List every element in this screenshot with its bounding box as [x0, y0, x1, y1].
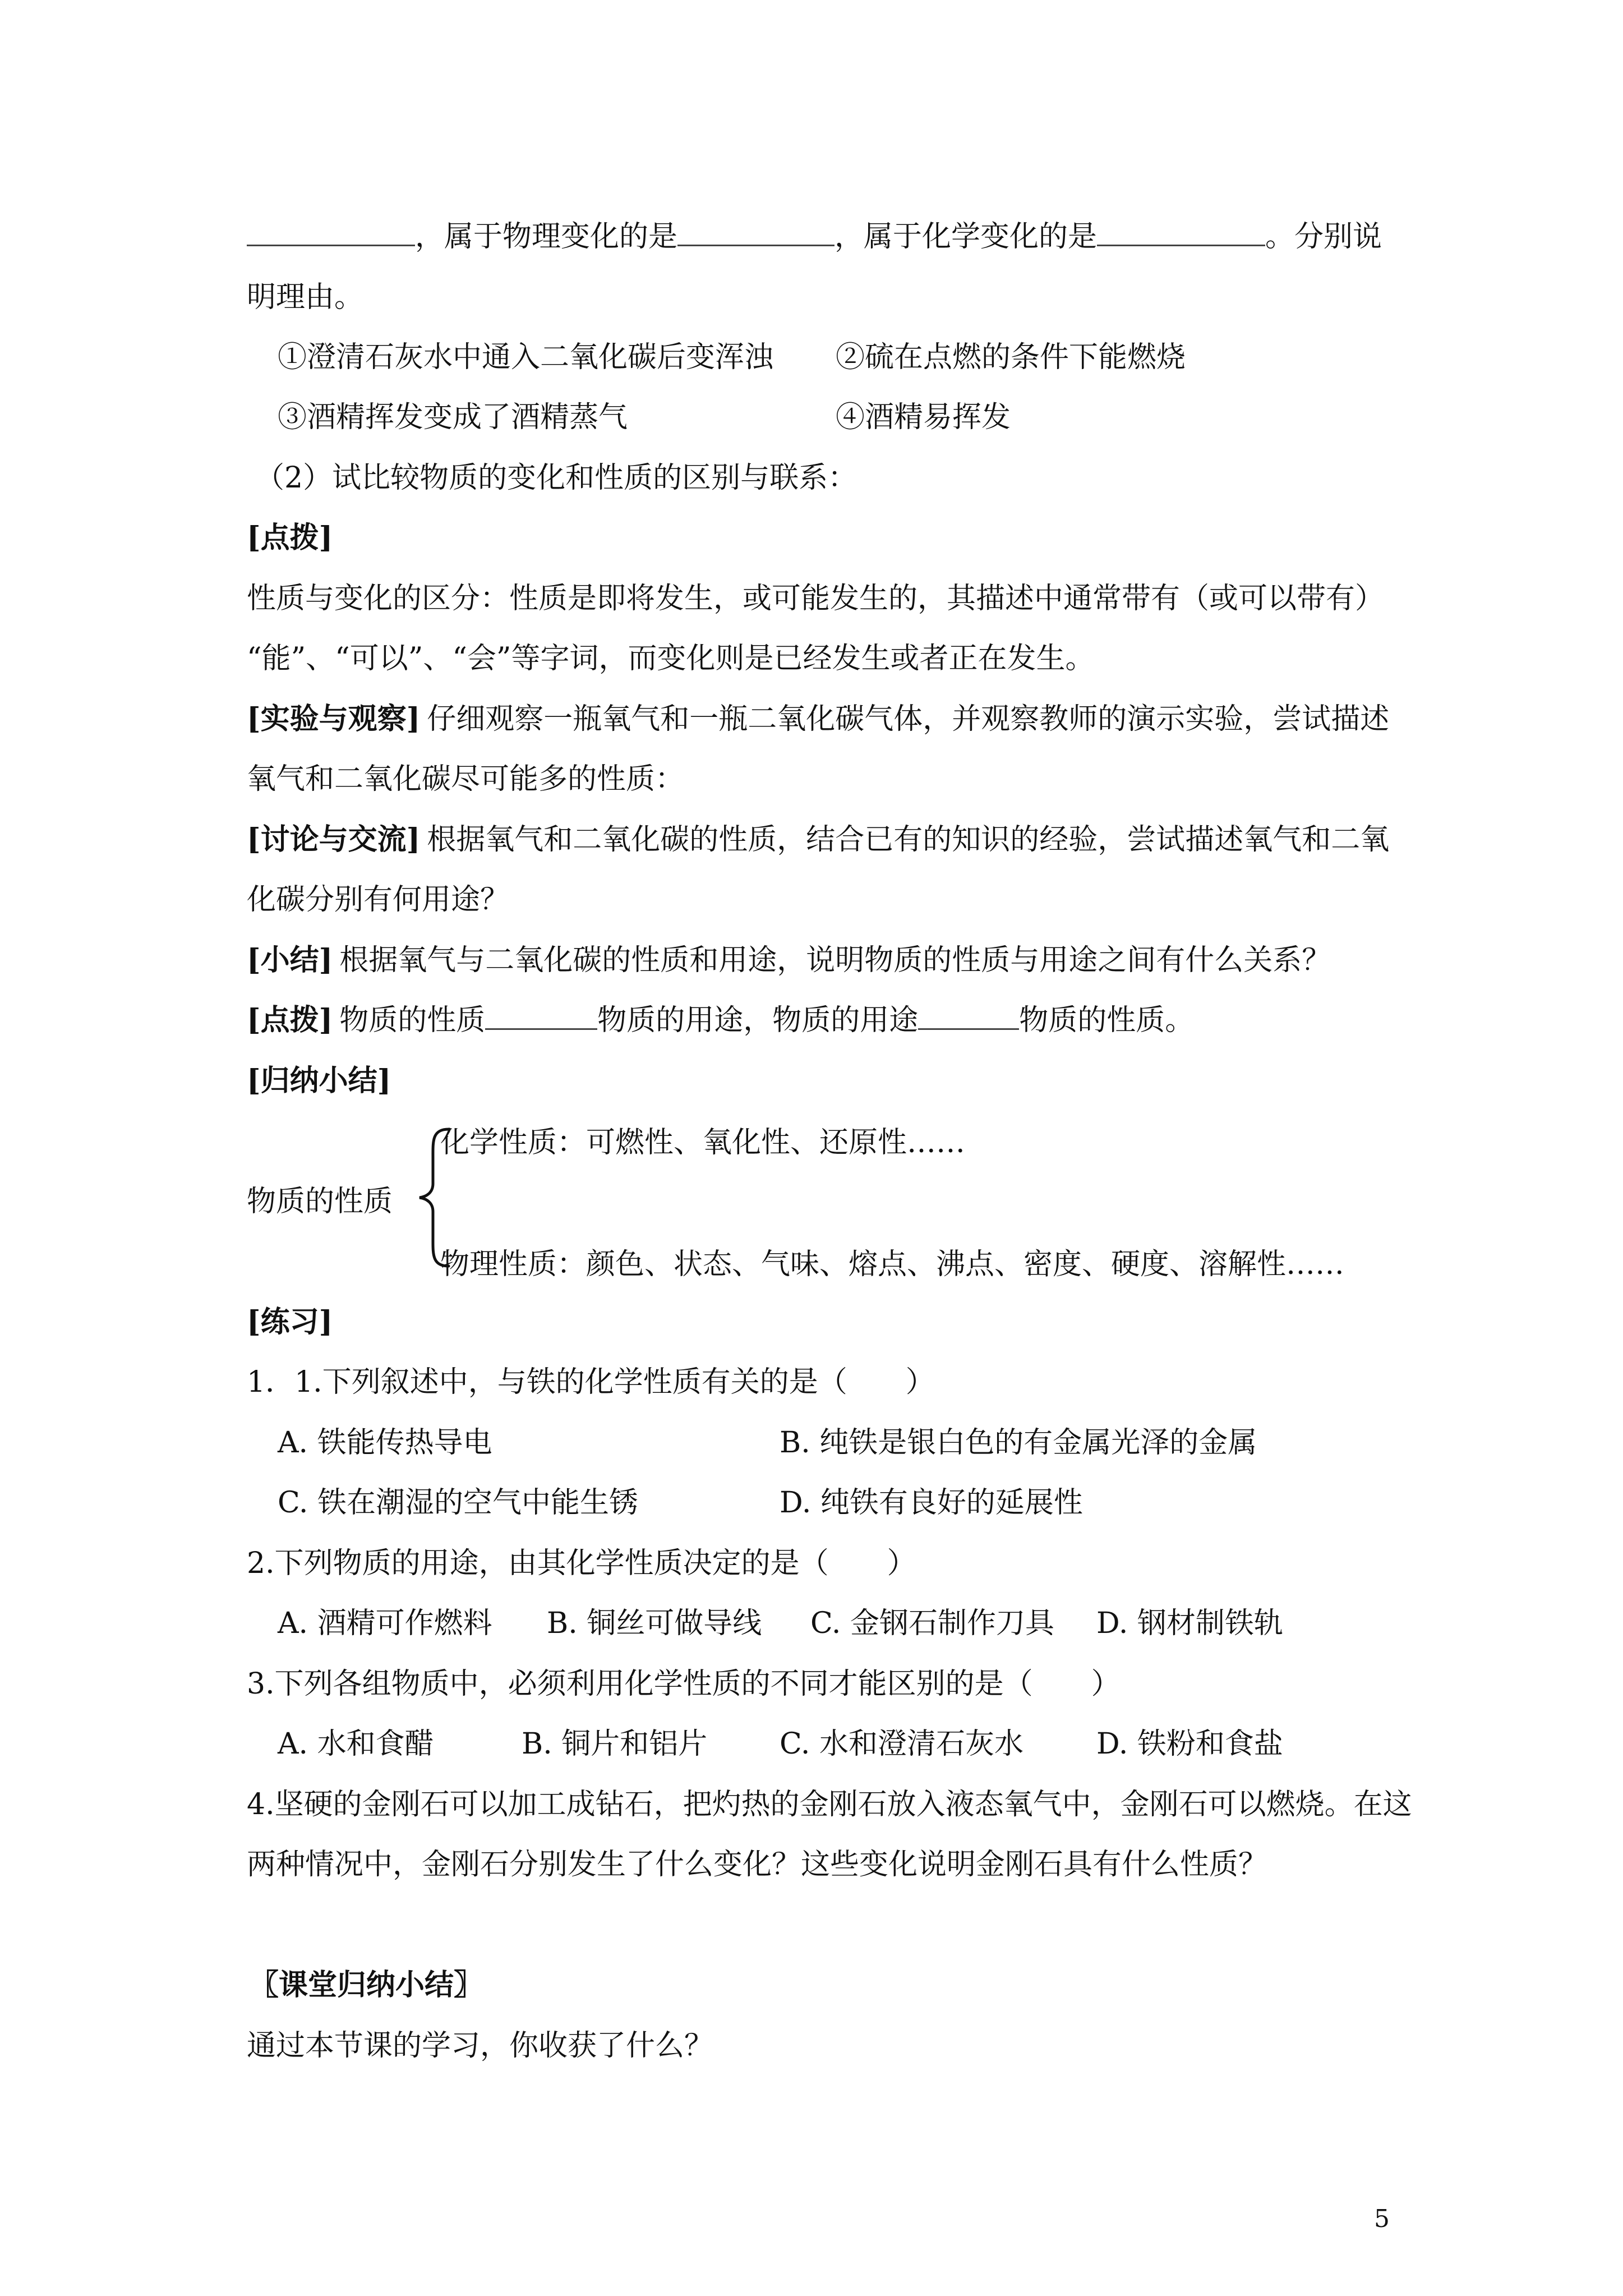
practice-q2-option-b: B. 铜丝可做导线 — [547, 1607, 762, 1640]
summary-line — [247, 942, 1331, 978]
practice-q1-option-d: D. 纯铁有良好的延展性 — [780, 1486, 1083, 1520]
discussion-text: 根据氧气和二氧化碳的性质，结合已有的知识的经验，尝试描述氧气和二氧 — [427, 823, 1390, 857]
class-summary-text: 通过本节课的学习，你收获了什么？ — [247, 2029, 714, 2063]
q1-option-4: ④酒精易挥发 — [836, 401, 1011, 434]
practice-q3-option-c: C. 水和澄清石灰水 — [780, 1727, 1023, 1761]
answer-blank-5[interactable] — [918, 1004, 1019, 1030]
summary-text: 根据氧气与二氧化碳的性质和用途，说明物质的性质与用途之间有什么关系？ — [339, 944, 1331, 977]
discussion-line2: 化碳分别有何用途？ — [247, 883, 510, 917]
q2-compare: （2）试比较物质的变化和性质的区别与联系： — [255, 461, 857, 495]
tip2-text-a: 物质的性质 — [339, 1004, 486, 1037]
tip2-title: [点拨] — [247, 1003, 333, 1037]
q1-chemical-label: ，属于化学变化的是 — [834, 220, 1098, 254]
induction-chem: 化学性质：可燃性、氧化性、还原性…… — [440, 1126, 966, 1159]
experiment-text: 仔细观察一瓶氧气和一瓶二氧化碳气体，并观察教师的演示实验，尝试描述 — [427, 702, 1390, 736]
practice-q3-option-b: B. 铜片和铝片 — [522, 1727, 708, 1761]
induction-root: 物质的性质 — [247, 1185, 393, 1218]
tip2-line — [247, 1002, 1194, 1038]
tip1-line1: 性质与变化的区分：性质是即将发生，或可能发生的，其描述中通常带有（或可以带有） — [247, 582, 1385, 615]
induction-title: [归纳小结] — [247, 1064, 391, 1098]
q1-explain-label: 。分别说 — [1265, 220, 1382, 254]
q1-option-1: ①澄清石灰水中通入二氧化碳后变浑浊 — [278, 341, 774, 374]
practice-q3-option-d: D. 铁粉和食盐 — [1096, 1727, 1283, 1761]
answer-blank-1[interactable] — [247, 220, 415, 246]
practice-title: [练习] — [247, 1305, 333, 1339]
practice-q3-option-a: A. 水和食醋 — [278, 1727, 434, 1761]
q1-option-3: ③酒精挥发变成了酒精蒸气 — [278, 401, 628, 434]
induction-phys: 物理性质：颜色、状态、气味、熔点、沸点、密度、硬度、溶解性…… — [440, 1248, 1345, 1281]
tip2-text-c: 物质的性质。 — [1019, 1004, 1195, 1037]
practice-q2-option-c: C. 金钢石制作刀具 — [810, 1607, 1054, 1640]
q1-physical-label: ，属于物理变化的是 — [415, 220, 678, 254]
experiment-title: [实验与观察] — [247, 702, 421, 736]
page-number: 5 — [1374, 2205, 1390, 2233]
q1-line2: 明理由。 — [247, 280, 364, 314]
tip1-line2: “能”、“可以”、“会”等字词，而变化则是已经发生或者正在发生。 — [247, 642, 1095, 675]
practice-q2: 2.下列物质的用途，由其化学性质决定的是（ ） — [247, 1547, 916, 1580]
practice-q1-option-c: C. 铁在潮湿的空气中能生锈 — [278, 1486, 638, 1520]
practice-q1-option-a: A. 铁能传热导电 — [278, 1426, 492, 1460]
answer-blank-3[interactable] — [1097, 220, 1265, 246]
q1-line1 — [247, 219, 1382, 255]
practice-q2-option-a: A. 酒精可作燃料 — [278, 1607, 492, 1640]
experiment-line1 — [247, 701, 1389, 737]
q1-option-2: ②硫在点燃的条件下能燃烧 — [836, 341, 1186, 374]
experiment-line2: 氧气和二氧化碳尽可能多的性质： — [247, 762, 685, 796]
practice-q4-line1: 4.坚硬的金刚石可以加工成钻石，把灼热的金刚石放入液态氧气中，金刚石可以燃烧。在这 — [247, 1788, 1412, 1821]
discussion-title: [讨论与交流] — [247, 822, 421, 857]
practice-q1: 1．1.下列叙述中，与铁的化学性质有关的是（ ） — [247, 1365, 935, 1399]
practice-q3: 3.下列各组物质中，必须利用化学性质的不同才能区别的是（ ） — [247, 1667, 1121, 1701]
tip1-title: [点拨] — [247, 521, 333, 555]
practice-q1-option-b: B. 纯铁是银白色的有金属光泽的金属 — [780, 1426, 1257, 1460]
tip2-text-b: 物质的用途，物质的用途 — [597, 1004, 919, 1037]
practice-q4-line2: 两种情况中，金刚石分别发生了什么变化？这些变化说明金刚石具有什么性质？ — [247, 1848, 1268, 1881]
class-summary-title: 〖课堂归纳小结〗 — [250, 1968, 483, 2002]
practice-q2-option-d: D. 钢材制铁轨 — [1096, 1607, 1283, 1640]
summary-title: [小结] — [247, 943, 333, 977]
answer-blank-4[interactable] — [485, 1004, 597, 1030]
answer-blank-2[interactable] — [677, 220, 834, 246]
discussion-line1 — [247, 822, 1389, 858]
